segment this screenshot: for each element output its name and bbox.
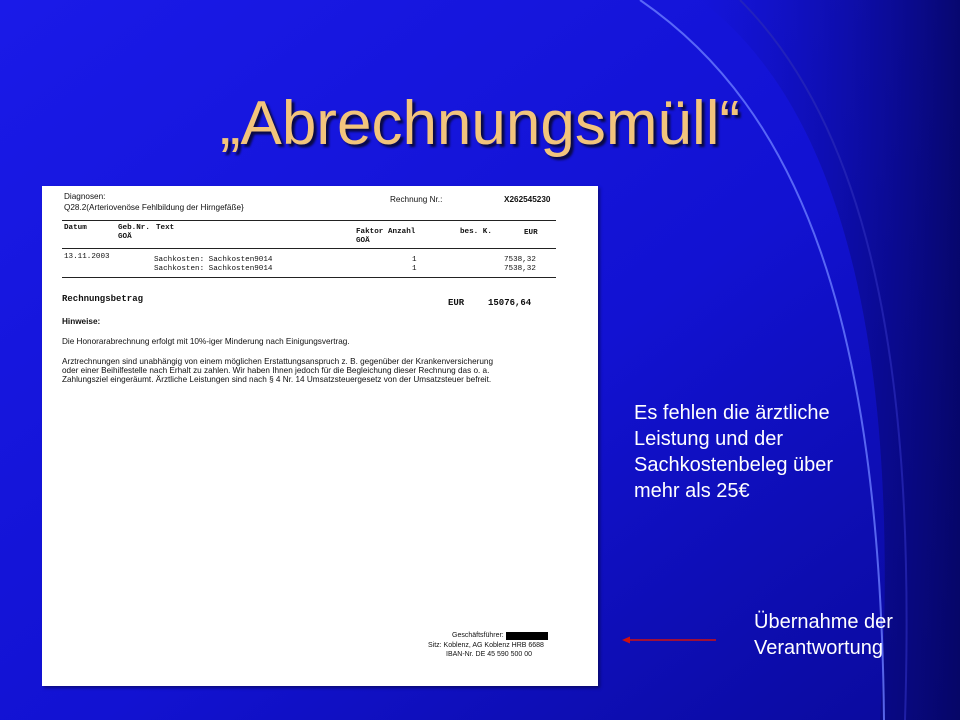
note-line: mehr als 25€: [634, 480, 750, 502]
col-faktor: Faktor: [356, 228, 384, 236]
diagnosis-label: Diagnosen:: [64, 192, 106, 201]
footer-managing-director: Geschäftsführer:: [452, 632, 504, 639]
note-line: Sachkostenbeleg über: [634, 454, 834, 476]
footer-iban: IBAN-Nr. DE 45 590 500 00: [446, 651, 532, 658]
col-geb-nr: Geb.Nr.: [118, 224, 150, 232]
divider: [62, 220, 556, 221]
diagnosis-value: Q28.2(Arteriovenöse Fehlbildung der Hirngefäße}: [64, 203, 244, 212]
invoice-total-currency: EUR: [448, 298, 465, 308]
row-1-eur: 7538,32: [504, 256, 536, 264]
col-text: Text: [156, 224, 175, 232]
note-line: Leistung und der: [634, 428, 784, 450]
slide-title: „Abrechnungsmüll“: [219, 89, 741, 158]
invoice-number: X262545230: [504, 195, 551, 204]
invoice-number-label: Rechnung Nr.:: [390, 195, 443, 204]
invoice-scan: [42, 186, 598, 686]
col-anzahl: Anzahl: [388, 228, 416, 236]
row-1-text: Sachkosten: Sachkosten9014: [154, 256, 273, 264]
invoice-total-label: Rechnungsbetrag: [62, 294, 144, 304]
row-2-eur: 7538,32: [504, 265, 536, 273]
redaction-bar: [506, 632, 548, 640]
note-line: Verantwortung: [754, 637, 883, 659]
notes-paragraph-line: Arztrechnungen sind unabhängig von einem möglichen Erstattungsanspruch z. B. gegenüber der Krankenversicherung: [62, 357, 494, 366]
note-line: Übernahme der: [754, 611, 893, 633]
divider: [62, 248, 556, 249]
row-2-text: Sachkosten: Sachkosten9014: [154, 265, 273, 273]
note-line: Es fehlen die ärztliche: [634, 402, 830, 424]
notes-paragraph-line: Zahlungsziel eingeräumt. Ärztliche Leistungen sind nach § 4 Nr. 14 Umsatzsteuergesetz von der Umsatzsteuer befreit.: [62, 375, 492, 384]
row-date: 13.11.2003: [64, 253, 110, 261]
col-eur: EUR: [524, 229, 538, 237]
col-bes-k: bes. K.: [460, 228, 492, 236]
row-2-anzahl: 1: [412, 265, 417, 273]
divider: [62, 277, 556, 278]
footer-seat: Sitz: Koblenz, AG Koblenz HRB 6688: [428, 642, 544, 649]
arrow-left-icon: [622, 634, 716, 646]
row-1-anzahl: 1: [412, 256, 417, 264]
note-missing-items: [634, 400, 833, 504]
col-datum: Datum: [64, 224, 87, 232]
notes-heading: Hinweise:: [62, 317, 101, 326]
notes-line-1: Die Honorarabrechnung erfolgt mit 10%-iger Minderung nach Einigungsvertrag.: [62, 337, 350, 346]
notes-paragraph-line: oder einer Beihilfestelle nach Erhalt zu zahlen. Wir haben Ihnen jedoch für die Begleichung dieser Rechnung das o. a.: [62, 366, 490, 375]
note-responsibility: [754, 609, 893, 661]
col-goa: GOÄ: [118, 233, 132, 241]
invoice-total-value: 15076,64: [488, 298, 532, 308]
col-goa-2: GOÄ: [356, 237, 370, 245]
